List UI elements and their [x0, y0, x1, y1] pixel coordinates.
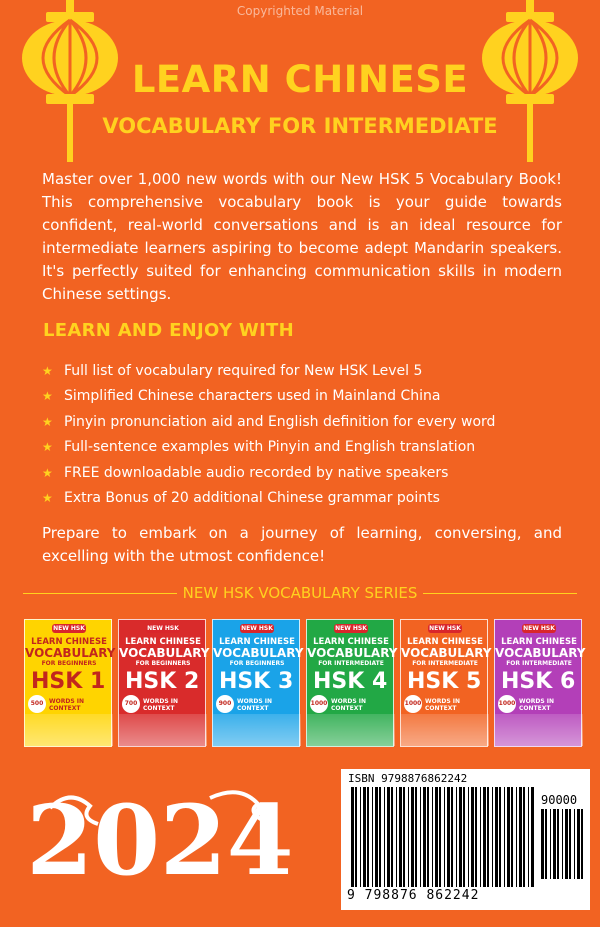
book-illustration [401, 714, 489, 746]
barcode-bar [372, 787, 373, 887]
book-words-label: WORDS IN CONTEXT [49, 698, 84, 712]
star-icon: ★ [42, 465, 53, 480]
barcode-bar [471, 787, 474, 887]
feature-text: Extra Bonus of 20 additional Chinese grammar points [64, 490, 440, 507]
barcode-bar [423, 787, 426, 887]
book-badge: NEW HSK [429, 625, 461, 632]
book-level: HSK 2 [125, 669, 200, 694]
barcode-bar [487, 787, 489, 887]
star-icon: ★ [42, 363, 53, 378]
barcode-bar [574, 809, 575, 879]
book-word-count: 1000 [310, 695, 328, 713]
barcode-bar [432, 787, 433, 887]
barcode-bar [541, 809, 544, 879]
barcode-bar [451, 787, 453, 887]
barcode-bar [391, 787, 393, 887]
book-line2: VOCABULARY [401, 646, 492, 660]
book-cover-hsk6[interactable] [494, 619, 586, 747]
barcode-bar [528, 787, 529, 887]
book-badge: NEW HSK [53, 625, 85, 632]
barcode-bar [492, 787, 493, 887]
book-word-count: 1000 [404, 695, 422, 713]
barcode-bar [351, 787, 354, 887]
features-list [42, 358, 495, 511]
year-art-text: 2024 [26, 784, 294, 897]
feature-item [42, 409, 495, 435]
book-words-label: WORDS IN CONTEXT [237, 698, 272, 712]
barcode-bar [396, 787, 397, 887]
isbn-label: ISBN 9798876862242 [348, 772, 468, 785]
barcode-bar [475, 787, 477, 887]
feature-item [42, 384, 495, 410]
book-words-label: WORDS IN CONTEXT [331, 698, 366, 712]
barcode-bar [504, 787, 505, 887]
book-cover-hsk4[interactable] [306, 619, 398, 747]
book-line2: VOCABULARY [119, 646, 210, 660]
barcode-bar [569, 809, 571, 879]
book-illustration [213, 714, 301, 746]
feature-text: Full list of vocabulary required for New HSK Level 5 [64, 362, 423, 379]
barcode-bar [384, 787, 385, 887]
barcode-bar [420, 787, 421, 887]
barcode-bar [399, 787, 402, 887]
barcode-bar [577, 809, 580, 879]
book-cover-hsk5[interactable] [400, 619, 492, 747]
book-words-label: WORDS IN CONTEXT [519, 698, 554, 712]
closing-paragraph: Prepare to embark on a journey of learning, conversing, and excelling with the utmost confidence! [42, 524, 562, 565]
book-line1: LEARN CHINESE [313, 637, 389, 647]
book-badge: NEW HSK [147, 625, 179, 632]
barcode-bar [531, 787, 534, 887]
barcode-bar [581, 809, 583, 879]
barcode-bar [553, 809, 556, 879]
book-line2: VOCABULARY [213, 646, 304, 660]
book-line2: VOCABULARY [25, 646, 116, 660]
barcode-bar [444, 787, 445, 887]
book-illustration [119, 714, 207, 746]
book-level: HSK 5 [407, 669, 482, 694]
barcode-bar [495, 787, 498, 887]
book-cover-hsk1[interactable] [24, 619, 116, 747]
barcode-bar [403, 787, 405, 887]
isbn-barcode [341, 769, 590, 910]
book-word-count: 1000 [498, 695, 516, 713]
watermark: Copyrighted Material [236, 4, 364, 18]
feature-item [42, 460, 495, 486]
barcode-bar [511, 787, 513, 887]
book-illustration [307, 714, 395, 746]
price-code: 90000 [541, 793, 578, 807]
book-line1: LEARN CHINESE [501, 637, 577, 647]
features-heading: LEARN AND ENJOY WITH [43, 320, 295, 341]
book-level: HSK 1 [31, 669, 106, 694]
feature-text: Simplified Chinese characters used in Mainland China [64, 388, 441, 405]
barcode-bar [427, 787, 429, 887]
description-paragraph: Master over 1,000 new words with our New HSK 5 Vocabulary Book! This comprehensive vocabulary book is your guide towards confident, real-world conversations and is an ideal resource for intermediate learners aspiring to become adept Mandarin speakers. It's perfectly suited for enhancing communication skills in modern Chinese settings. [42, 170, 562, 303]
book-line2: VOCABULARY [307, 646, 398, 660]
book-badge: NEW HSK [241, 625, 273, 632]
book-word-count: 500 [28, 695, 46, 713]
series-title: NEW HSK VOCABULARY SERIES [182, 584, 418, 602]
book-cover-hsk2[interactable] [118, 619, 210, 747]
book-words-label: WORDS IN CONTEXT [425, 698, 460, 712]
book-line3: FOR BEGINNERS [229, 660, 285, 667]
book-illustration [495, 714, 583, 746]
barcode-bars [349, 787, 534, 887]
barcode-bar [408, 787, 409, 887]
book-line3: FOR BEGINNERS [41, 660, 97, 667]
book-level: HSK 6 [501, 669, 576, 694]
barcode-bar [562, 809, 563, 879]
cover-subtitle: VOCABULARY FOR INTERMEDIATE [102, 114, 498, 138]
barcode-bar [387, 787, 390, 887]
barcode-bar [439, 787, 441, 887]
barcode-bar [545, 809, 547, 879]
book-line2: VOCABULARY [495, 646, 586, 660]
book-line1: LEARN CHINESE [407, 637, 483, 647]
book-line3: FOR INTERMEDIATE [412, 660, 478, 667]
star-icon: ★ [42, 414, 53, 429]
barcode-bar [557, 809, 559, 879]
barcode-bar [447, 787, 450, 887]
barcode-bar [459, 787, 462, 887]
book-line1: LEARN CHINESE [31, 637, 107, 647]
feature-text: Full-sentence examples with Pinyin and English translation [64, 439, 476, 456]
barcode-bar [360, 787, 361, 887]
divider-line [23, 593, 177, 594]
dragon-2024-logo [26, 778, 294, 898]
book-word-count: 900 [216, 695, 234, 713]
barcode-bar [411, 787, 414, 887]
feature-text: FREE downloadable audio recorded by native speakers [64, 464, 449, 481]
star-icon: ★ [42, 440, 53, 455]
book-line1: LEARN CHINESE [125, 637, 201, 647]
feature-text: Pinyin pronunciation aid and English definition for every word [64, 413, 496, 430]
barcode-bar [379, 787, 381, 887]
book-line3: FOR INTERMEDIATE [506, 660, 572, 667]
book-level: HSK 3 [219, 669, 294, 694]
barcode-bar [367, 787, 369, 887]
star-icon: ★ [42, 389, 53, 404]
barcode-bar [415, 787, 417, 887]
feature-item [42, 358, 495, 384]
barcode-bar [565, 809, 568, 879]
feature-item [42, 435, 495, 461]
barcode-bar [456, 787, 457, 887]
barcode-bar [499, 787, 501, 887]
barcode-bar [463, 787, 465, 887]
barcode-bar [483, 787, 486, 887]
series-heading [0, 584, 600, 602]
barcode-bar [519, 787, 522, 887]
book-badge: NEW HSK [523, 625, 555, 632]
ean-digits: 9 798876 862242 [347, 888, 480, 903]
book-illustration [25, 714, 113, 746]
barcode-bar [468, 787, 469, 887]
barcode-bar [523, 787, 525, 887]
barcode-bar [435, 787, 438, 887]
barcode-bar [507, 787, 510, 887]
barcode-bar [550, 809, 551, 879]
book-badge: NEW HSK [335, 625, 367, 632]
barcode-addon-bars [539, 809, 587, 879]
barcode-bar [375, 787, 378, 887]
barcode-bar [516, 787, 517, 887]
book-level: HSK 4 [313, 669, 388, 694]
book-series-thumbnails [24, 619, 584, 749]
star-icon: ★ [42, 491, 53, 506]
barcode-bar [355, 787, 357, 887]
book-line3: FOR INTERMEDIATE [318, 660, 384, 667]
book-cover-hsk3[interactable] [212, 619, 304, 747]
divider-line [423, 593, 577, 594]
barcode-bar [480, 787, 481, 887]
feature-item [42, 486, 495, 512]
cover-title: LEARN CHINESE [131, 58, 469, 101]
barcode-bar [363, 787, 366, 887]
book-line3: FOR BEGINNERS [135, 660, 191, 667]
book-words-label: WORDS IN CONTEXT [143, 698, 178, 712]
book-line1: LEARN CHINESE [219, 637, 295, 647]
book-word-count: 700 [122, 695, 140, 713]
